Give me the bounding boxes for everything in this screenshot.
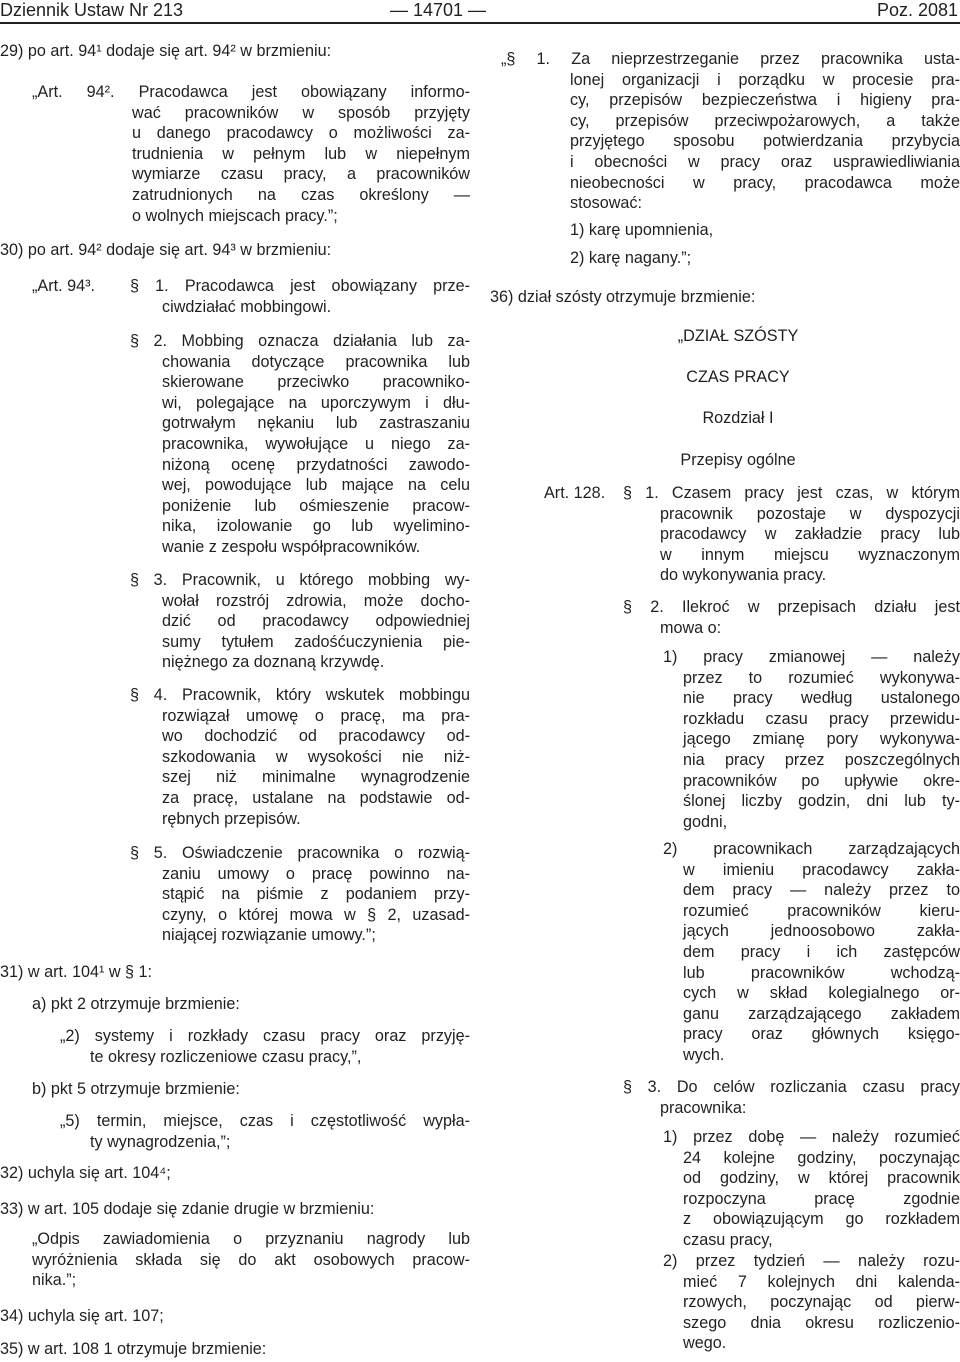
text-line: cych w skład kolegialnego or- bbox=[683, 984, 960, 1003]
item-33-text bbox=[32, 1229, 470, 1291]
item-35: 35) w art. 108 1 otrzymuje brzmienie: bbox=[0, 1340, 267, 1358]
text-line: u danego pracodawcy o możliwości za- bbox=[132, 124, 470, 143]
section-heading-dzial: „DZIAŁ SZÓSTY bbox=[677, 327, 799, 345]
text-line: nika.”; bbox=[32, 1271, 77, 1290]
text-line: w innym miejscu wyznaczonym bbox=[660, 545, 960, 564]
text-line: nia pracy przez poszczególnych bbox=[683, 750, 960, 769]
text-line: jących jednoosobowo zakła- bbox=[683, 922, 960, 941]
text-line: § 5. Oświadczenie pracownika o rozwią- bbox=[130, 844, 470, 862]
text-line: jącego zmianę pory wykonywa- bbox=[683, 730, 960, 749]
text-line: zaniu umowy o pracę powinno na- bbox=[162, 864, 470, 883]
position-number: Poz. 2081 bbox=[876, 0, 958, 20]
art-128-par-2-item-2 bbox=[663, 839, 960, 1066]
text-line: wej, powodujące lub mające na celu bbox=[162, 476, 470, 495]
text-line: gotrwałym nękaniu lub zastraszaniu bbox=[162, 414, 470, 433]
chapter-heading: Rozdział I bbox=[702, 409, 774, 427]
text-line: wego. bbox=[683, 1334, 727, 1353]
item-29-intro: 29) po art. 94¹ dodaje się art. 94² w brzmieniu: bbox=[0, 42, 332, 60]
art-94-3-par-5 bbox=[130, 843, 470, 946]
art-94-3-par-2 bbox=[130, 331, 470, 558]
text-line: wyróżnienia składa się do akt osobowych pracow- bbox=[32, 1250, 470, 1269]
item-33-intro: 33) w art. 105 dodaje się zdanie drugie w brzmieniu: bbox=[0, 1200, 375, 1218]
text-line: dem pracy i ich zastępców bbox=[683, 942, 960, 961]
art-94-2-text bbox=[32, 82, 470, 226]
art-108-penalty-2: 2) karę nagany.”; bbox=[570, 249, 692, 267]
text-line: nie pracy według ustalonego bbox=[683, 689, 960, 708]
item-34: 34) uchyla się art. 107; bbox=[0, 1307, 164, 1325]
text-line: i obecności w pracy oraz usprawiedliwiania bbox=[570, 152, 960, 171]
text-line: stosować: bbox=[570, 194, 642, 213]
text-line: pracowników po upływie okre- bbox=[683, 771, 960, 790]
text-line: 1) pracy zmianowej — należy bbox=[663, 648, 960, 666]
art-128-par-1 bbox=[623, 483, 960, 586]
text-line: rozwiązał umowę o pracę, ma pra- bbox=[162, 706, 470, 725]
text-line: cy, przepisów bezpieczeństwa i higieny pra- bbox=[570, 91, 960, 110]
text-line: „2) systemy i rozkłady czasu pracy oraz przyję- bbox=[60, 1027, 470, 1045]
text-line: z obowiązującym go rozkładem bbox=[683, 1210, 960, 1229]
text-line: pracodawcy w zakładzie pracy lub bbox=[660, 525, 960, 544]
item-32: 32) uchyla się art. 104⁴; bbox=[0, 1164, 171, 1182]
text-line: stąpić na piśmie z podaniem przy- bbox=[162, 885, 470, 904]
text-line: rębnych przepisów. bbox=[162, 809, 301, 828]
text-line: wołał rozstrój zdrowia, może docho- bbox=[162, 591, 470, 610]
text-line: szkodowania w wysokości nie niż- bbox=[162, 747, 470, 766]
text-line: godni, bbox=[683, 812, 728, 831]
text-line: dzić od pracodawcy odpowiedniej bbox=[162, 612, 470, 631]
text-line: od godziny, w której pracownik bbox=[683, 1169, 960, 1188]
text-line: sumy tytułem zadośćuczynienia pie- bbox=[162, 632, 470, 651]
text-line: § 3. Do celów rozliczania czasu pracy bbox=[623, 1078, 960, 1096]
text-line: § 1. Czasem pracy jest czas, w którym bbox=[623, 484, 960, 502]
text-line: 2) przez tydzień — należy rozu- bbox=[663, 1252, 960, 1270]
text-line: szego dnia okresu rozliczenio- bbox=[683, 1313, 960, 1332]
text-line: § 2. Ilekroć w przepisach działu jest bbox=[623, 598, 960, 616]
text-line: dem pracy — należy przez to bbox=[683, 881, 960, 900]
art-94-3-par-4 bbox=[130, 685, 470, 829]
item-31-a-text bbox=[60, 1026, 470, 1067]
text-line: 2) pracownikach zarządzających bbox=[663, 840, 960, 858]
text-line: szej niż minimalne wynagrodzenie bbox=[162, 768, 470, 787]
text-line: trudnienia w pełnym lub w niepełnym bbox=[132, 144, 470, 163]
text-line: przez to rozumieć wykonywa- bbox=[683, 668, 960, 687]
art-108-penalty-1: 1) karę upomnienia, bbox=[570, 221, 714, 239]
text-line: poniżenie lub ośmieszenie pracow- bbox=[162, 496, 470, 515]
text-line: zatrudnionych na czas określony — bbox=[132, 185, 470, 204]
text-line: „Odpis zawiadomienia o przyznaniu nagrody lub bbox=[32, 1230, 470, 1248]
text-line: o wolnych miejscach pracy.”; bbox=[132, 206, 338, 225]
text-line: pracy oraz głównych księgo- bbox=[683, 1025, 960, 1044]
text-line: wych. bbox=[683, 1045, 725, 1064]
art-128-label: Art. 128. bbox=[544, 484, 606, 502]
text-line: ślonej liczby godzin, dni lub ty- bbox=[683, 792, 960, 811]
text-line: przyjętego sposobu potwierdzania przybycia bbox=[570, 132, 960, 151]
text-line: te okresy rozliczeniowe czasu pracy,”, bbox=[90, 1047, 362, 1066]
chapter-title: Przepisy ogólne bbox=[680, 451, 796, 469]
text-line: do wykonywania pracy. bbox=[660, 566, 827, 585]
art-108-par-1 bbox=[490, 49, 960, 214]
text-line: skierowane przeciwko pracowniko- bbox=[162, 373, 470, 392]
text-line: czasu pracy, bbox=[683, 1230, 773, 1249]
art-94-3-par-1 bbox=[130, 276, 470, 317]
text-line: „Art. 94². Pracodawca jest obowiązany informo- bbox=[32, 83, 470, 101]
text-line: „5) termin, miejsce, czas i częstotliwość wypła- bbox=[60, 1112, 470, 1130]
text-line: 24 kolejne godziny, poczynając bbox=[683, 1148, 960, 1167]
text-line: pracownika, wywołujące u niego za- bbox=[162, 434, 470, 453]
text-line: § 1. Pracodawca jest obowiązany prze- bbox=[130, 277, 470, 295]
text-line: ty wynagrodzenia,”; bbox=[90, 1132, 231, 1151]
text-line: wo dochodzić od pracodawcy od- bbox=[162, 727, 470, 746]
text-line: rozkładu czasu pracy przewidu- bbox=[683, 709, 960, 728]
page-number: — 14701 — bbox=[390, 0, 487, 20]
text-line: § 4. Pracownik, który wskutek mobbingu bbox=[130, 686, 470, 704]
text-line: czyny, o której mowa w § 2, uzasad- bbox=[162, 905, 470, 924]
section-heading-czas-pracy: CZAS PRACY bbox=[686, 368, 790, 386]
text-line: cy, przepisów przeciwpożarowych, a także bbox=[570, 111, 960, 130]
text-line: pracownik pozostaje w dyspozycji bbox=[660, 504, 960, 523]
art-94-3-par-3 bbox=[130, 570, 470, 673]
text-line: za pracę, ustalane na podstawie od- bbox=[162, 788, 470, 807]
text-line: wymiarze czasu pracy, a pracowników bbox=[132, 165, 470, 184]
text-line: ganu zarządzającego zakładem bbox=[683, 1004, 960, 1023]
text-line: niającej rozwiązanie umowy.”; bbox=[162, 926, 376, 945]
text-line: wać pracowników w sposób przyjęty bbox=[132, 103, 470, 122]
item-30-intro: 30) po art. 94² dodaje się art. 94³ w brzmieniu: bbox=[0, 241, 332, 259]
text-line: nieobecności w pracy, pracodawca może bbox=[570, 173, 960, 192]
item-36: 36) dział szósty otrzymuje brzmienie: bbox=[490, 288, 756, 306]
text-line: rzowych, poczynając od pierw- bbox=[683, 1293, 960, 1312]
text-line: mowa o: bbox=[660, 618, 722, 637]
text-line: chowania dotyczące pracownika lub bbox=[162, 352, 470, 371]
art-128-par-2-item-1 bbox=[663, 647, 960, 832]
text-line: „§ 1. Za nieprzestrzeganie przez pracownika usta- bbox=[501, 50, 960, 68]
text-line: lonej organizacji i porządku w procesie pra- bbox=[570, 70, 960, 89]
text-line: wanie z zespołu współpracowników. bbox=[162, 537, 421, 556]
text-line: lub pracowników wchodzą- bbox=[683, 963, 960, 982]
item-31-b-text bbox=[60, 1111, 470, 1152]
text-line: mieć 7 kolejnych dni kalenda- bbox=[683, 1272, 960, 1291]
item-31-intro: 31) w art. 104¹ w § 1: bbox=[0, 963, 153, 981]
text-line: niężnego za doznaną krzywdę. bbox=[162, 653, 385, 672]
art-128-par-3-item-2 bbox=[663, 1251, 960, 1354]
art-94-3-label: „Art. 94³. bbox=[32, 277, 95, 295]
text-line: pracownika: bbox=[660, 1098, 747, 1117]
text-line: § 3. Pracownik, u którego mobbing wy- bbox=[130, 571, 470, 589]
item-31-b-intro: b) pkt 5 otrzymuje brzmienie: bbox=[32, 1080, 240, 1098]
text-line: ciwdziałać mobbingowi. bbox=[162, 297, 332, 316]
text-line: rozumieć pracowników kieru- bbox=[683, 901, 960, 920]
journal-title: Dziennik Ustaw Nr 213 bbox=[0, 0, 184, 20]
text-line: niżoną ocenę przydatności zawodo- bbox=[162, 455, 470, 474]
art-128-par-3-item-1 bbox=[663, 1127, 960, 1251]
text-line: § 2. Mobbing oznacza działania lub za- bbox=[130, 332, 470, 350]
text-line: rozpoczyna pracę zgodnie bbox=[683, 1189, 960, 1208]
text-line: w imieniu pracodawcy zakła- bbox=[683, 860, 960, 879]
header-rule bbox=[0, 22, 960, 24]
art-128-par-2 bbox=[623, 597, 960, 638]
text-line: 1) przez dobę — należy rozumieć bbox=[663, 1128, 960, 1146]
art-128-par-3 bbox=[623, 1077, 960, 1118]
text-line: nika, izolowanie go lub wyelimino- bbox=[162, 517, 470, 536]
item-31-a-intro: a) pkt 2 otrzymuje brzmienie: bbox=[32, 995, 240, 1013]
text-line: wi, polegające na uporczywym i dłu- bbox=[162, 393, 470, 412]
